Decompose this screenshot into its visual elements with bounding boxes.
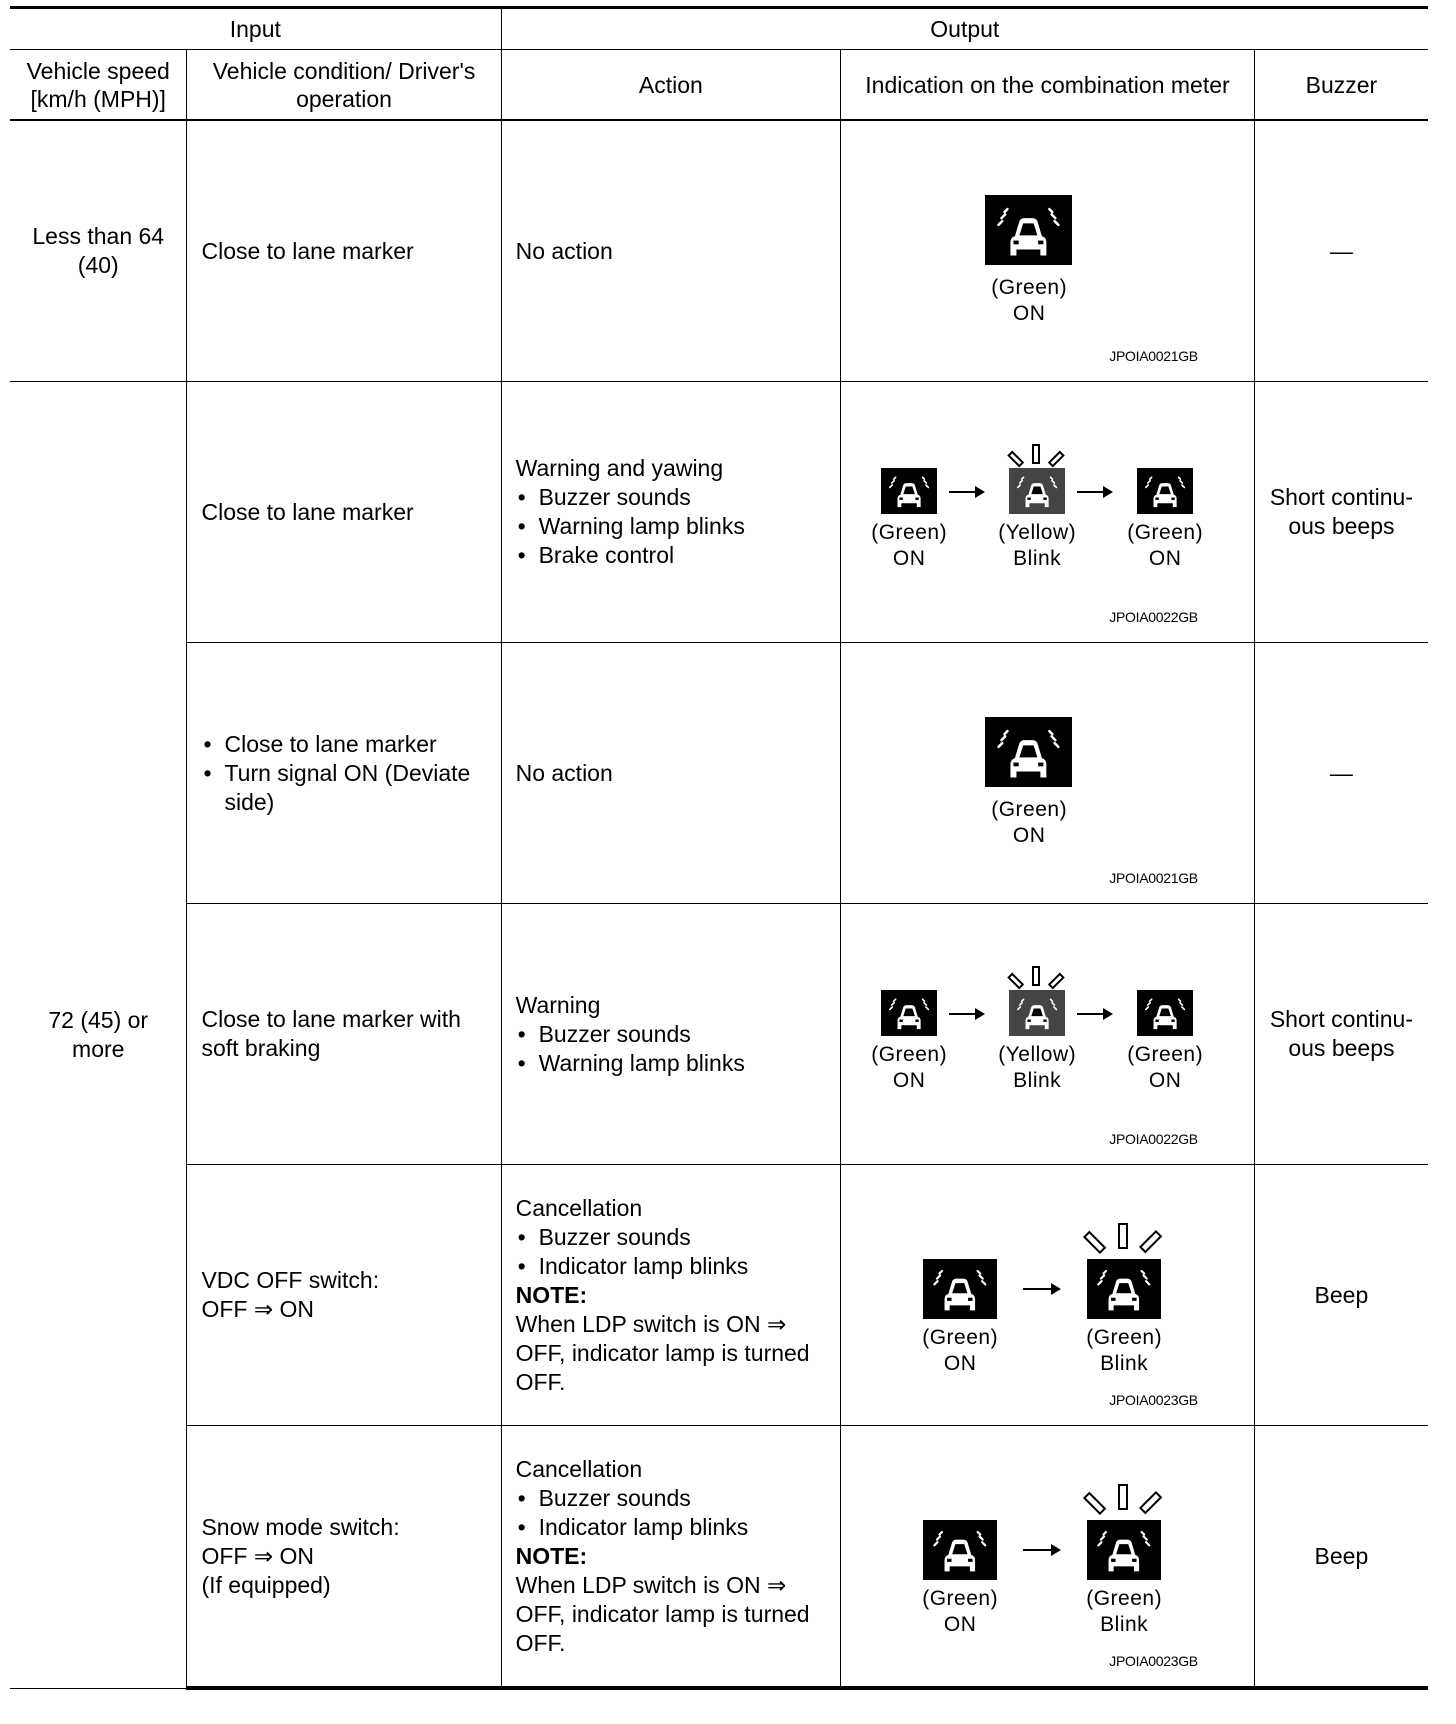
figure-code: JPOIA0022GB (1109, 1131, 1198, 1147)
figure-code: JPOIA0023GB (1109, 1392, 1198, 1408)
action-list (516, 1223, 827, 1281)
lamp-state-label: ON (943, 1613, 977, 1636)
indicator-cell (841, 1426, 1255, 1689)
condition-list (201, 730, 486, 817)
action-cell: No action (501, 120, 841, 382)
condition-cell: Close to lane marker (187, 382, 501, 643)
arrow-icon (1077, 491, 1111, 493)
lamp-state-label: ON (1148, 1069, 1182, 1092)
note-label: NOTE: (515, 1542, 588, 1569)
blink-rays-icon (1083, 1484, 1163, 1516)
list-item: • Warning lamp blinks (516, 1049, 827, 1078)
buzzer-cell: Short continu- ous beeps (1254, 382, 1428, 643)
indicator-cell (841, 643, 1255, 904)
table-row (10, 382, 1428, 643)
blink-rays-icon (1007, 444, 1067, 468)
blink-rays-icon (1083, 1223, 1163, 1255)
indicator-figure (841, 645, 1254, 901)
action-list (516, 1020, 827, 1078)
vehicle-condition-header: Vehicle condition/ Driver's operation (187, 50, 501, 121)
lane-lamp-icon (923, 1520, 997, 1580)
lamp-color-label: (Green) (991, 276, 1068, 299)
lane-lamp-icon (1137, 468, 1193, 514)
table-row (10, 643, 1428, 904)
indicator-cell (841, 120, 1255, 382)
list-item: • Buzzer sounds (516, 1020, 827, 1049)
figure-code: JPOIA0021GB (1109, 348, 1198, 364)
table-row (10, 1426, 1428, 1689)
lamp-color-label: (Green) (1127, 1043, 1204, 1066)
lamp-color-label: (Green) (922, 1326, 999, 1349)
buzzer-header: Buzzer (1254, 50, 1428, 121)
condition-line: VDC OFF switch: (201, 1267, 380, 1293)
indicator-figure (841, 906, 1254, 1162)
indicator-figure (841, 1167, 1254, 1423)
yellow-lamp-icon (1009, 990, 1065, 1036)
lamp-color-label: (Green) (871, 1043, 948, 1066)
lane-lamp-icon (1087, 1520, 1161, 1580)
indicator-figure (841, 384, 1254, 640)
condition-cell (187, 643, 501, 904)
condition-line: OFF ⇒ ON (201, 1296, 315, 1322)
speed-cell-high: 72 (45) or more (10, 382, 187, 1689)
action-title: Warning and yawing (515, 455, 724, 481)
indicator-cell (841, 382, 1255, 643)
indication-header: Indication on the combination meter (841, 50, 1255, 121)
list-item: • Buzzer sounds (516, 483, 827, 512)
lane-lamp-icon (985, 717, 1072, 787)
action-list (516, 483, 827, 570)
condition-cell: Close to lane marker (187, 120, 501, 382)
lamp-state-label: ON (943, 1352, 977, 1375)
action-cell: No action (501, 643, 841, 904)
vehicle-speed-header: Vehicle speed [km/h (MPH)] (10, 50, 187, 121)
lamp-state-label: Blink (1013, 1069, 1062, 1092)
lane-lamp-icon (881, 468, 937, 514)
action-title: Cancellation (515, 1194, 643, 1221)
yellow-lamp-icon (1009, 468, 1065, 514)
list-item: • Buzzer sounds (516, 1484, 827, 1513)
lamp-color-label: (Yellow) (998, 521, 1077, 544)
list-item: • Warning lamp blinks (516, 512, 827, 541)
figure-code: JPOIA0022GB (1109, 609, 1198, 625)
lamp-state-label: ON (892, 1069, 926, 1092)
lamp-color-label: (Yellow) (998, 1043, 1077, 1066)
table-row (10, 120, 1428, 382)
list-item: • Indicator lamp blinks (516, 1513, 827, 1542)
list-item: • Turn signal ON (Deviate side) (201, 759, 486, 817)
action-list (516, 1484, 827, 1542)
lane-lamp-icon (881, 990, 937, 1036)
figure-code: JPOIA0023GB (1109, 1653, 1198, 1669)
buzzer-cell: Beep (1254, 1426, 1428, 1689)
condition-cell (187, 1165, 501, 1426)
lamp-color-label: (Green) (871, 521, 948, 544)
condition-cell: Close to lane marker with soft braking (187, 904, 501, 1165)
lamp-color-label: (Green) (1086, 1587, 1163, 1610)
lamp-color-label: (Green) (991, 798, 1068, 821)
lamp-state-label: Blink (1100, 1613, 1149, 1636)
lamp-state-label: ON (892, 547, 926, 570)
lane-departure-table (10, 6, 1428, 1690)
action-title: Warning (515, 991, 601, 1018)
note-label: NOTE: (515, 1281, 588, 1308)
buzzer-cell: Short continu- ous beeps (1254, 904, 1428, 1165)
header-row-1 (10, 8, 1428, 50)
indicator-figure (841, 123, 1254, 379)
buzzer-cell: Beep (1254, 1165, 1428, 1426)
lamp-color-label: (Green) (1086, 1326, 1163, 1349)
table-row (10, 904, 1428, 1165)
buzzer-cell: — (1254, 120, 1428, 382)
lamp-state-label: ON (1148, 547, 1182, 570)
condition-cell (187, 1426, 501, 1689)
blink-rays-icon (1007, 966, 1067, 990)
indicator-cell (841, 904, 1255, 1165)
lamp-state-label: Blink (1013, 547, 1062, 570)
action-header: Action (501, 50, 841, 121)
header-row-2 (10, 50, 1428, 121)
action-cell (501, 904, 841, 1165)
list-item: • Indicator lamp blinks (516, 1252, 827, 1281)
lamp-state-label: ON (1012, 824, 1046, 847)
lamp-state-label: Blink (1100, 1352, 1149, 1375)
list-item: • Close to lane marker (201, 730, 486, 759)
action-cell (501, 382, 841, 643)
arrow-icon (1023, 1549, 1059, 1551)
condition-line: OFF ⇒ ON (201, 1542, 315, 1569)
condition-line: Snow mode switch: (201, 1513, 400, 1540)
note-text: When LDP switch is ON ⇒ OFF, indicator lamp is turned OFF. (515, 1571, 810, 1656)
action-cell (501, 1165, 841, 1426)
output-header: Output (501, 8, 1428, 50)
arrow-icon (1023, 1288, 1059, 1290)
input-header: Input (10, 8, 501, 50)
condition-line: (If equipped) (201, 1571, 331, 1598)
buzzer-cell: — (1254, 643, 1428, 904)
table-row (10, 1165, 1428, 1426)
lamp-state-label: ON (1012, 302, 1046, 325)
note-text: When LDP switch is ON ⇒ OFF, indicator lamp is turned OFF. (515, 1310, 810, 1395)
list-item: • Buzzer sounds (516, 1223, 827, 1252)
arrow-icon (949, 1013, 983, 1015)
lamp-color-label: (Green) (1127, 521, 1204, 544)
speed-cell-low: Less than 64 (40) (10, 120, 187, 382)
lamp-color-label: (Green) (922, 1587, 999, 1610)
lane-lamp-icon (923, 1259, 997, 1319)
indicator-cell (841, 1165, 1255, 1426)
arrow-icon (949, 491, 983, 493)
action-cell (501, 1426, 841, 1689)
lane-lamp-icon (1137, 990, 1193, 1036)
figure-code: JPOIA0021GB (1109, 870, 1198, 886)
action-title: Cancellation (515, 1455, 643, 1482)
list-item: • Brake control (516, 541, 827, 570)
lane-lamp-icon (985, 195, 1072, 265)
lane-lamp-icon (1087, 1259, 1161, 1319)
indicator-figure (841, 1428, 1254, 1684)
arrow-icon (1077, 1013, 1111, 1015)
